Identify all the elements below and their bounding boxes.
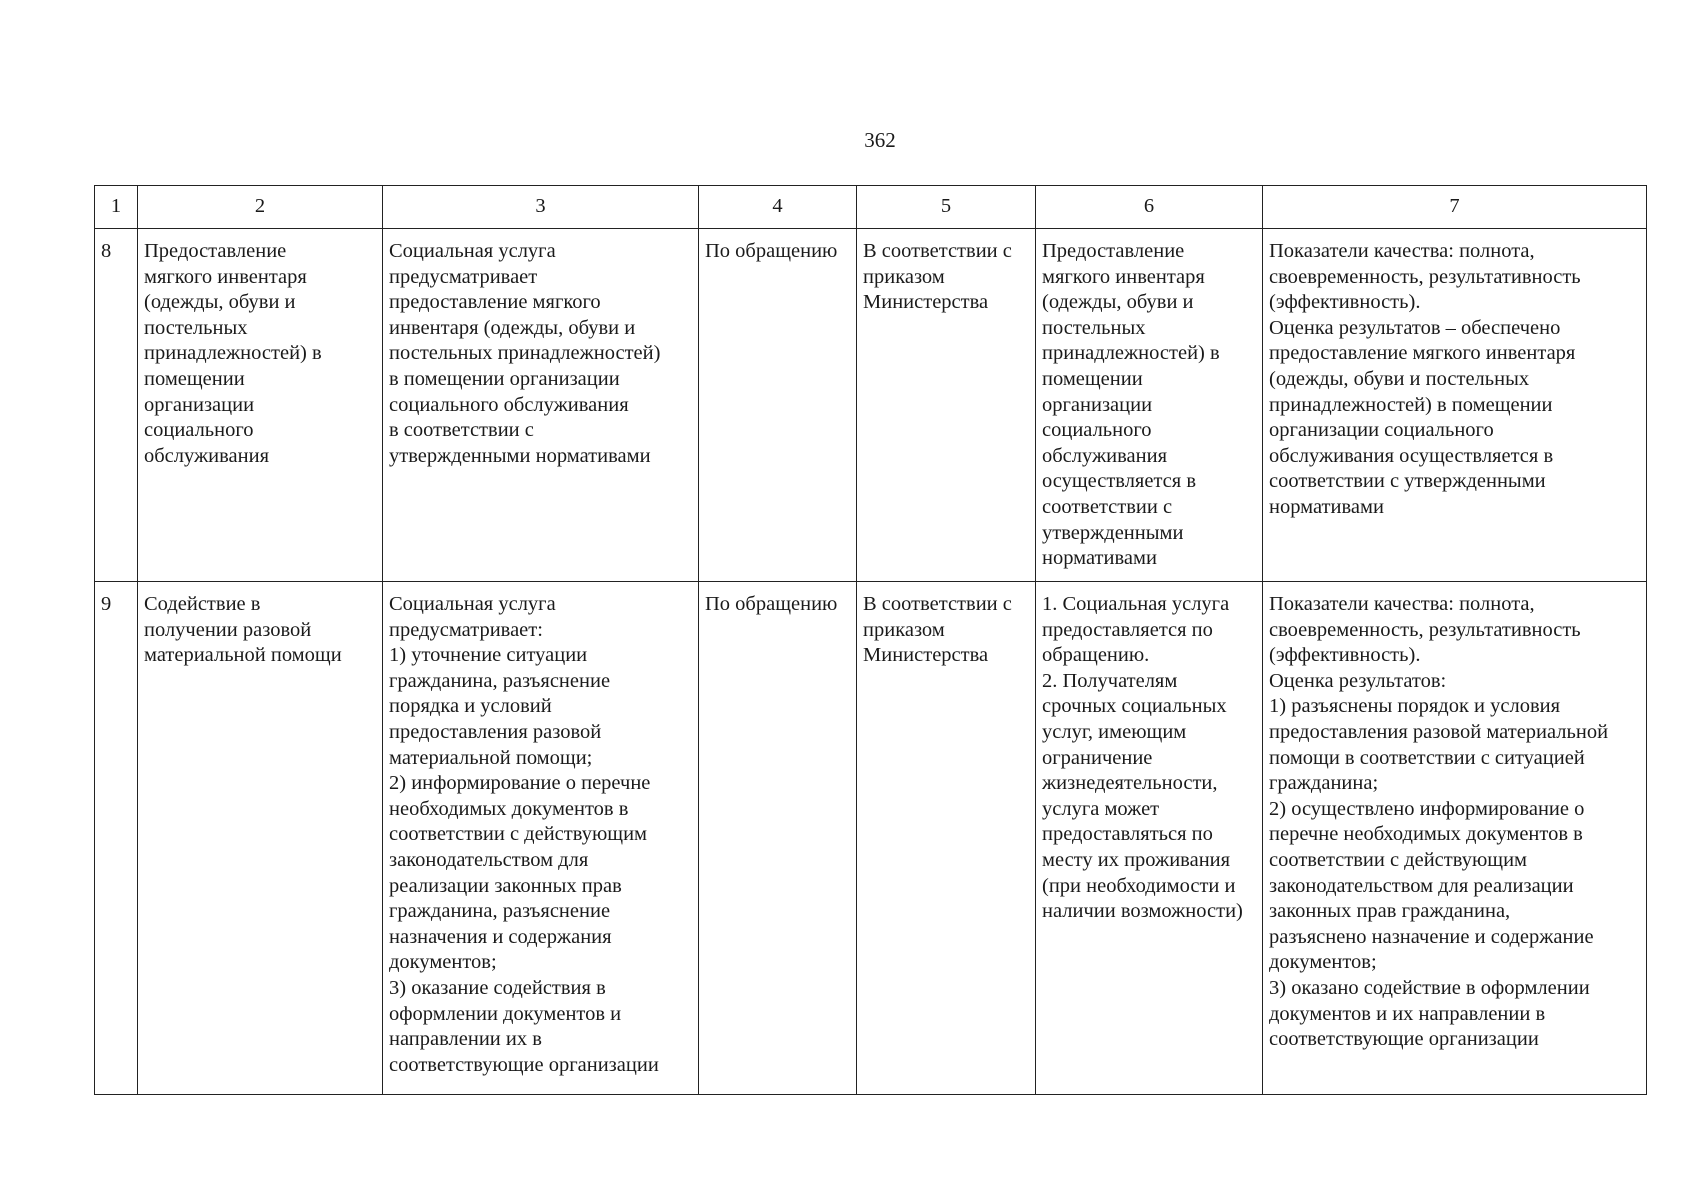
services-table xyxy=(94,185,1647,1095)
service-description: Социальная услуга предусматривает предоставление мягкого инвентаря (одежды, обуви и постельных принадлежностей) в помещении организации социального обслуживания в соответствии с утвержденными нормативами xyxy=(383,229,699,582)
column-number-7: 7 xyxy=(1263,186,1647,229)
column-number-5: 5 xyxy=(857,186,1036,229)
service-name: Предоставление мягкого инвентаря (одежды, обуви и постельных принадлежностей) в помещении организации социального обслуживания xyxy=(138,229,383,582)
service-norm: В соответствии с приказом Министерства xyxy=(857,229,1036,582)
table-row xyxy=(95,229,1647,582)
table-row xyxy=(95,582,1647,1095)
service-periodicity: По обращению xyxy=(699,582,857,1095)
column-number-2: 2 xyxy=(138,186,383,229)
service-periodicity: По обращению xyxy=(699,229,857,582)
service-conditions: 1. Социальная услуга предоставляется по обращению. 2. Получателям срочных социальных услуг, имеющим ограничение жизнедеятельности, услуга может предоставляться по месту их проживания (при необходимости и наличии возможности) xyxy=(1036,582,1263,1095)
service-norm: В соответствии с приказом Министерства xyxy=(857,582,1036,1095)
service-name: Содействие в получении разовой материальной помощи xyxy=(138,582,383,1095)
column-number-1: 1 xyxy=(95,186,138,229)
column-number-6: 6 xyxy=(1036,186,1263,229)
table-header-row xyxy=(95,186,1647,229)
service-quality: Показатели качества: полнота, своевременность, результативность (эффективность). Оценка результатов – обеспечено предоставление мягкого инвентаря (одежды, обуви и постельных принадлежностей) в помещении организации социального обслуживания осуществляется в соответствии с утвержденными нормативами xyxy=(1263,229,1647,582)
row-number: 9 xyxy=(95,582,138,1095)
service-quality: Показатели качества: полнота, своевременность, результативность (эффективность). Оценка результатов: 1) разъяснены порядок и условия предоставления разовой материальной помощи в соответствии с ситуацией гражданина; 2) осуществлено информирование о перечне необходимых документов в соответствии с действующим законодательством для реализации законных прав гражданина, разъяснено назначение и содержание документов; 3) оказано содействие в оформлении документов и их направлении в соответствующие организации xyxy=(1263,582,1647,1095)
row-number: 8 xyxy=(95,229,138,582)
column-number-3: 3 xyxy=(383,186,699,229)
service-conditions: Предоставление мягкого инвентаря (одежды, обуви и постельных принадлежностей) в помещении организации социального обслуживания осуществляется в соответствии с утвержденными нормативами xyxy=(1036,229,1263,582)
service-description: Социальная услуга предусматривает: 1) уточнение ситуации гражданина, разъяснение порядка и условий предоставления разовой материальной помощи; 2) информирование о перечне необходимых документов в соответствии с действующим законодательством для реализации законных прав гражданина, разъяснение назначения и содержания документов; 3) оказание содействия в оформлении документов и направлении их в соответствующие организации xyxy=(383,582,699,1095)
page-number: 362 xyxy=(864,128,896,152)
column-number-4: 4 xyxy=(699,186,857,229)
